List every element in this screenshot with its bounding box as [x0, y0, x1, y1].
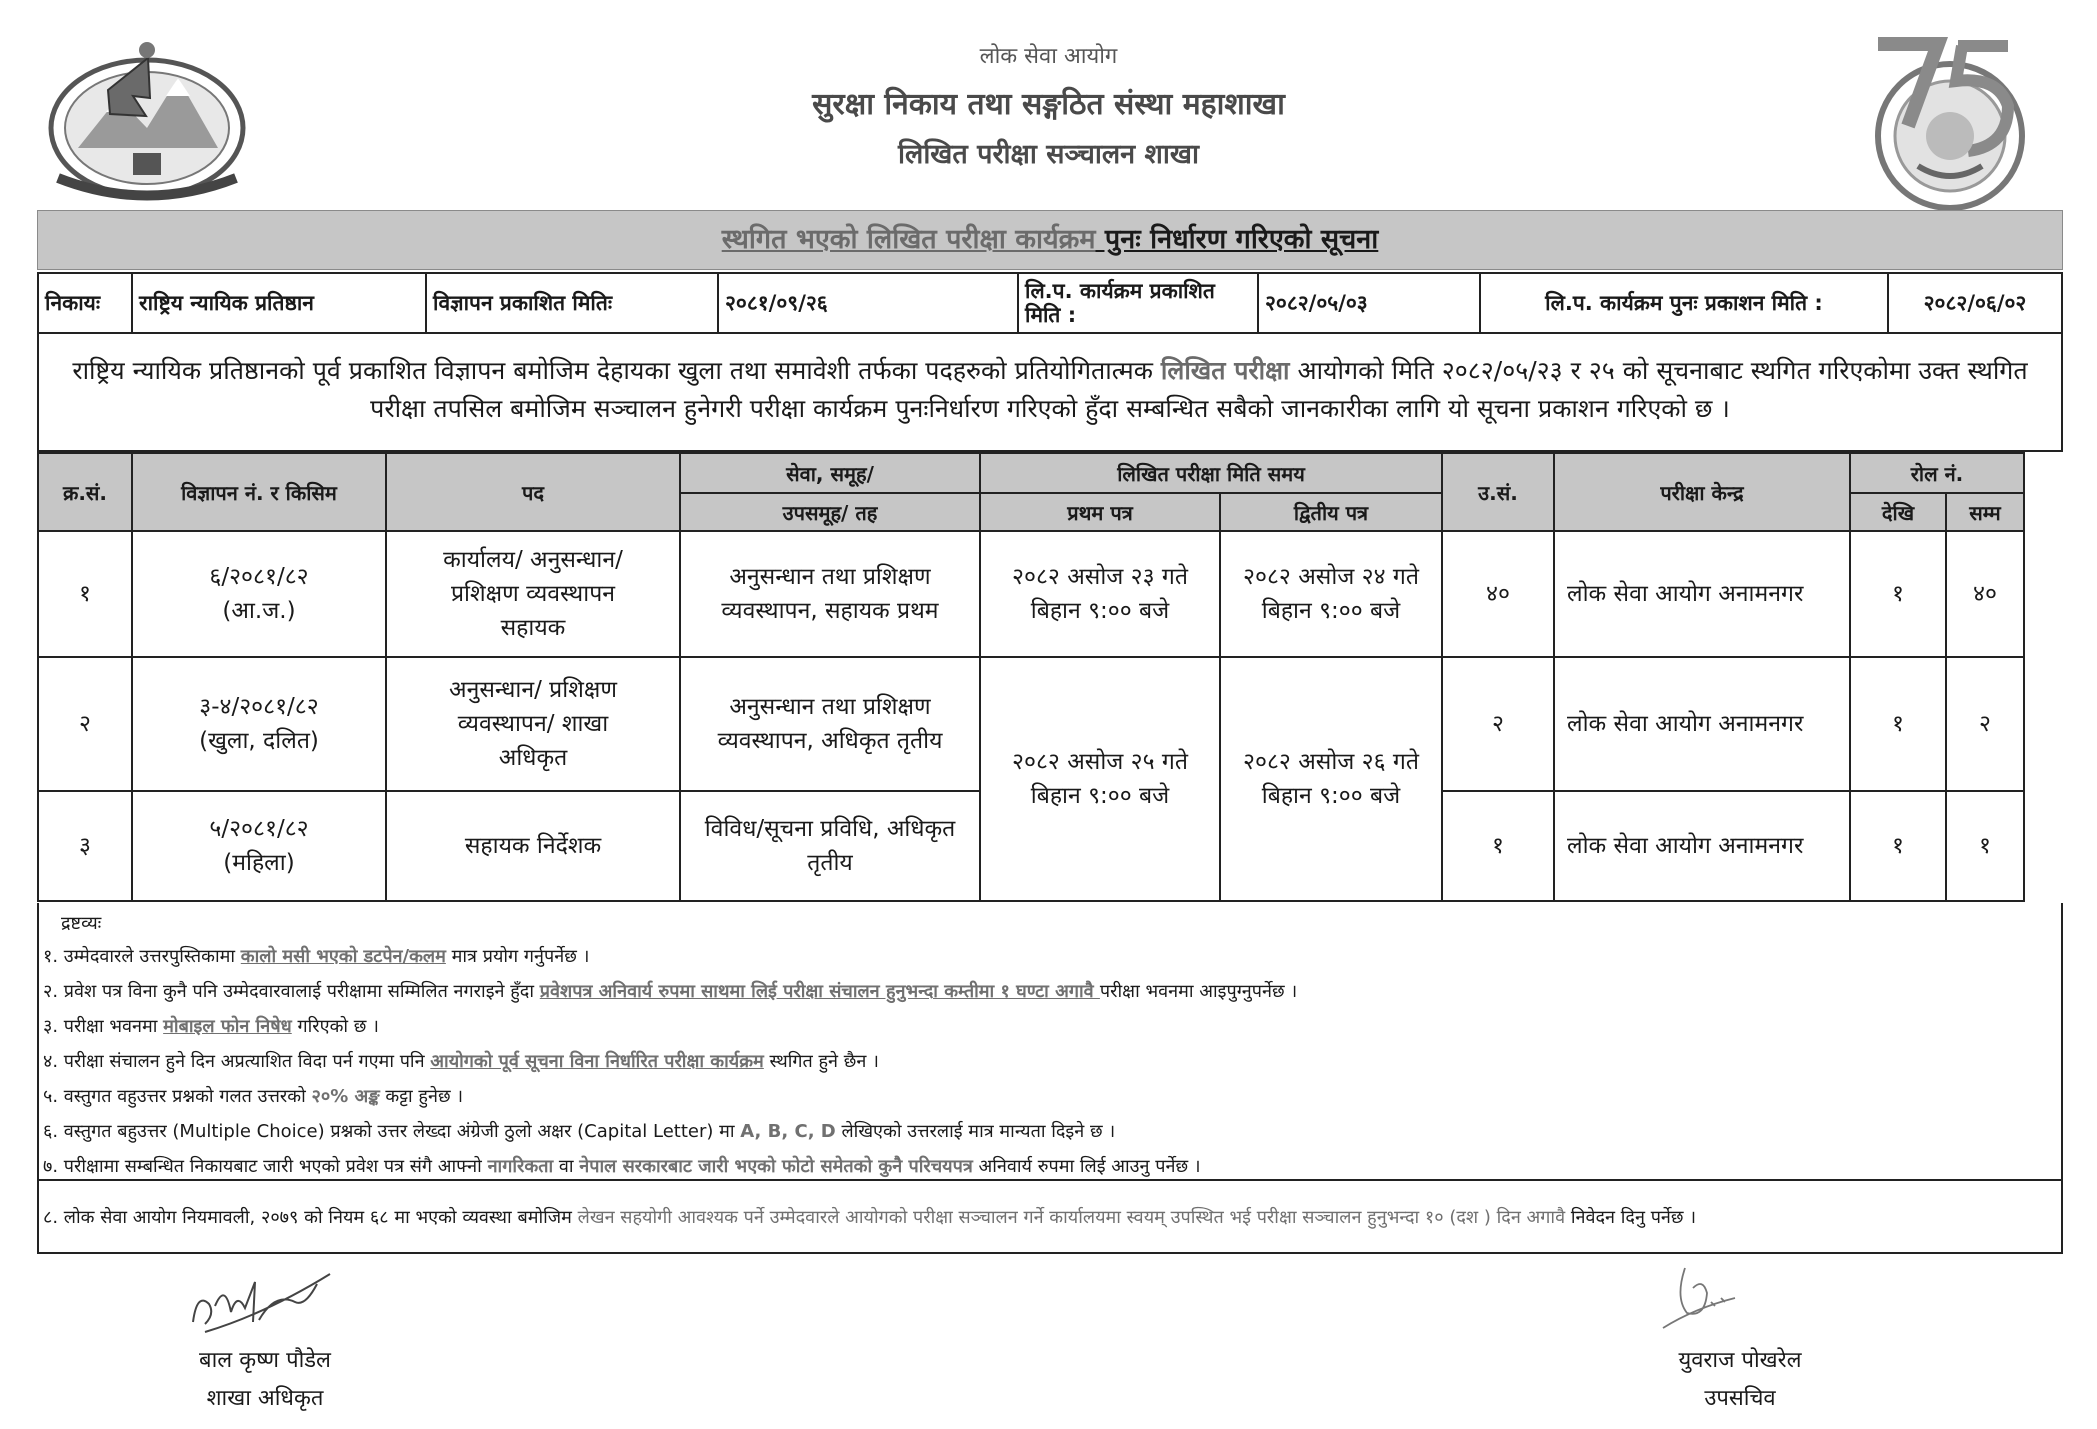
- note-emphasis: प्रवेशपत्र अनिवार्य रुपमा साथमा लिई परीक्षा संचालन हुनुभन्दा कम्तीमा १ घण्टा अगावै: [539, 981, 1100, 1002]
- header-sn: क्र.सं.: [38, 453, 132, 531]
- info-row: [37, 272, 2063, 334]
- cell-center: लोक सेवा आयोग अनामनगर: [1554, 657, 1850, 791]
- cell-paper1-time: बिहान ९:०० बजे: [1030, 598, 1170, 624]
- cell-center: लोक सेवा आयोग अनामनगर: [1554, 531, 1850, 657]
- note-emphasis: लेखन सहयोगी आवश्यक पर्ने उम्मेदवारले आयोगको परीक्षा सञ्चालन गर्ने कार्यालयमा स्वयम् उपस्थित भई परीक्षा सञ्चालन हुनुभन्दा १० (दश ) दिन अगावै: [577, 1207, 1566, 1228]
- right-signatory: [1600, 1342, 1880, 1418]
- paragraph-text-after: आयोगको मिति २०८२/०५/२३ र २५ को सूचनाबाट स्थगित गरिएकोमा उक्त स्थगित परीक्षा तपसिल बमोजिम सञ्चालन हुनेगरी परीक्षा कार्यक्रम पुनःनिर्धारण गरिएको हुँदा सम्बन्धित सबैको जानकारीका लागि यो सूचना प्रकाशन गरिएको छ ।: [370, 356, 2028, 423]
- left-signatory-title: शाखा अधिकृत: [206, 1386, 324, 1411]
- note-text: स्थगित हुने छैन ।: [763, 1051, 879, 1072]
- cell-roll-from: १: [1850, 791, 1946, 901]
- header-division: सुरक्षा निकाय तथा सङ्गठित संस्था महाशाखा: [812, 87, 1285, 122]
- cell-post: अनुसन्धान/ प्रशिक्षण व्यवस्थापन/ शाखा अधिकृत: [386, 657, 680, 791]
- cell-service: विविध/सूचना प्रविधि, अधिकृत तृतीय: [680, 791, 980, 901]
- cell-candidates: १: [1442, 791, 1554, 901]
- cell-paper1: [980, 657, 1220, 901]
- note-text: ५. वस्तुगत वहुउत्तर प्रश्नको गलत उत्तरको: [43, 1086, 312, 1107]
- cell-adv-no: ३-४/२०८१/८२: [199, 694, 319, 720]
- header-roll-from: देखि: [1850, 493, 1946, 531]
- notes-divider: [39, 1179, 2061, 1181]
- left-signature-icon: [185, 1262, 335, 1342]
- cell-adv-no: ५/२०८१/८२: [209, 816, 309, 842]
- cell-paper1-date: २०८२ असोज २३ गते: [1012, 564, 1188, 590]
- note-2: [43, 979, 1297, 1003]
- note-text: ४. परीक्षा संचालन हुने दिन अप्रत्याशित विदा पर्न गएमा पनि: [43, 1051, 431, 1072]
- note-5: [43, 1084, 463, 1108]
- reprog-date-label: लि.प. कार्यक्रम पुनः प्रकाशन मिति :: [1481, 274, 1889, 332]
- note-8: [43, 1205, 1696, 1229]
- note-text: ३. परीक्षा भवनमा: [43, 1016, 164, 1037]
- header-center: परीक्षा केन्द्र: [1554, 453, 1850, 531]
- header-post: पद: [386, 453, 680, 531]
- right-signatory-name: युवराज पोखरेल: [1678, 1348, 1802, 1373]
- note-emphasis: नेपाल सरकारबाट जारी भएको फोटो समेतको कुनै परिचयपत्र: [579, 1156, 973, 1177]
- cell-paper2-date: २०८२ असोज २४ गते: [1243, 564, 1419, 590]
- note-emphasis: २०% अङ्क: [311, 1086, 380, 1107]
- cell-candidates: ४०: [1442, 531, 1554, 657]
- cell-roll-to: १: [1946, 791, 2024, 901]
- note-4: [43, 1049, 879, 1073]
- header-roll: रोल नं.: [1850, 453, 2024, 493]
- table-row: [38, 531, 2024, 657]
- cell-adv: [132, 531, 386, 657]
- cell-roll-from: १: [1850, 657, 1946, 791]
- note-text: मात्र प्रयोग गर्नुपर्नेछ ।: [445, 946, 590, 967]
- cell-paper1: [980, 531, 1220, 657]
- adv-date-label: विज्ञापन प्रकाशित मितिः: [427, 274, 719, 332]
- note-text: कट्टा हुनेछ ।: [379, 1086, 464, 1107]
- cell-adv-type: (खुला, दलित): [199, 728, 319, 754]
- reprog-date-value: २०८२/०६/०२: [1923, 291, 2027, 315]
- exam-schedule-table: [37, 452, 2025, 902]
- note-text: लेखिएको उत्तरलाई मात्र मान्यता दिइने छ ।: [835, 1121, 1116, 1142]
- cell-sn: १: [38, 531, 132, 657]
- cell-paper2: [1220, 657, 1442, 901]
- cell-candidates: २: [1442, 657, 1554, 791]
- cell-paper1-time: बिहान ९:०० बजे: [1030, 783, 1170, 809]
- note-emphasis: नागरिकता: [487, 1156, 554, 1177]
- right-signatory-title: उपसचिव: [1704, 1386, 1776, 1411]
- cell-paper2-date: २०८२ असोज २६ गते: [1243, 749, 1419, 775]
- notes-heading: द्रष्टव्यः: [61, 913, 102, 934]
- note-emphasis: A, B, C, D: [740, 1121, 836, 1142]
- paragraph-text-before: राष्ट्रिय न्यायिक प्रतिष्ठानको पूर्व प्रकाशित विज्ञापन बमोजिम देहायका खुला तथा समावेशी तर्फका पदहरुको प्रतियोगितात्मक: [72, 356, 1161, 385]
- header-service-top: सेवा, समूह/: [680, 453, 980, 493]
- header-paper1: प्रथम पत्र: [980, 493, 1220, 531]
- table-row: [38, 657, 2024, 791]
- note-text: ७. परीक्षामा सम्बन्धित निकायबाट जारी भएको प्रवेश पत्र संगै आफ्नो: [43, 1156, 488, 1177]
- note-7: [43, 1154, 1201, 1178]
- cell-adv: [132, 791, 386, 901]
- note-emphasis: मोबाइल फोन निषेध: [163, 1016, 292, 1037]
- adv-date-value: २०८१/०९/२६: [719, 274, 1019, 332]
- prog-date-label: लि.प. कार्यक्रम प्रकाशित मिति :: [1019, 274, 1259, 332]
- note-1: [43, 944, 589, 968]
- note-text: २. प्रवेश पत्र विना कुनै पनि उम्मेदवारवालाई परीक्षामा सम्मिलित नगराइने हुँदा: [43, 981, 540, 1002]
- note-emphasis: आयोगको पूर्व सूचना विना निर्धारित परीक्षा कार्यक्रम: [430, 1051, 764, 1072]
- header-paper2: द्वितीय पत्र: [1220, 493, 1442, 531]
- left-signatory-name: बाल कृष्ण पौडेल: [199, 1348, 331, 1373]
- note-3: [43, 1014, 379, 1038]
- note-text: वा: [553, 1156, 580, 1177]
- note-text: अनिवार्य रुपमा लिई आउनु पर्नेछ ।: [972, 1156, 1201, 1177]
- cell-center: लोक सेवा आयोग अनामनगर: [1554, 791, 1850, 901]
- cell-adv-type: (आ.ज.): [222, 598, 296, 624]
- note-emphasis: कालो मसी भएको डटपेन/कलम: [240, 946, 446, 967]
- note-text: परीक्षा भवनमा आइपुग्नुपर्नेछ ।: [1099, 981, 1298, 1002]
- cell-sn: २: [38, 657, 132, 791]
- cell-paper2-time: बिहान ९:०० बजे: [1261, 598, 1401, 624]
- prog-date-value: २०८२/०५/०३: [1259, 274, 1481, 332]
- note-text: गरिएको छ ।: [291, 1016, 379, 1037]
- org-label: निकायः: [39, 274, 133, 332]
- notes-section: [37, 903, 2063, 1254]
- note-text: निवेदन दिनु पर्नेछ ।: [1565, 1207, 1697, 1228]
- cell-adv-type: (महिला): [223, 850, 295, 876]
- note-text: ६. वस्तुगत बहुउत्तर (Multiple Choice) प्रश्नको उत्तर लेख्दा अंग्रेजी ठुलो अक्षर (Capital Letter) मा: [43, 1121, 741, 1142]
- cell-paper2: [1220, 531, 1442, 657]
- notice-title-part1: स्थगित भएको लिखित परीक्षा कार्यक्रम: [721, 224, 1096, 255]
- note-6: [43, 1119, 1115, 1143]
- cell-post: कार्यालय/ अनुसन्धान/प्रशिक्षण व्यवस्थापन सहायक: [386, 531, 680, 657]
- notice-paragraph: [37, 334, 2063, 452]
- cell-service: अनुसन्धान तथा प्रशिक्षण व्यवस्थापन, सहायक प्रथम: [680, 531, 980, 657]
- paragraph-highlight: लिखित परीक्षा: [1160, 356, 1290, 385]
- cell-roll-to: ४०: [1946, 531, 2024, 657]
- header-candidates: उ.सं.: [1442, 453, 1554, 531]
- cell-post: सहायक निर्देशक: [386, 791, 680, 901]
- header-section: लिखित परीक्षा सञ्चालन शाखा: [898, 139, 1199, 170]
- cell-sn: ३: [38, 791, 132, 901]
- header-exam-time: लिखित परीक्षा मिति समय: [980, 453, 1442, 493]
- note-text: १. उम्मेदवारले उत्तरपुस्तिकामा: [43, 946, 241, 967]
- header-service-bottom: उपसमूह/ तह: [680, 493, 980, 531]
- org-value: राष्ट्रिय न्यायिक प्रतिष्ठान: [133, 274, 427, 332]
- cell-paper2-time: बिहान ९:०० बजे: [1261, 783, 1401, 809]
- cell-roll-to: २: [1946, 657, 2024, 791]
- cell-adv: [132, 657, 386, 791]
- left-signatory: [150, 1342, 380, 1418]
- right-signature-icon: [1645, 1258, 1745, 1334]
- header-org-name: लोक सेवा आयोग: [979, 44, 1118, 69]
- notice-title-part2: पुनः निर्धारण गरिएको सूचना: [1095, 224, 1379, 255]
- notice-title: [37, 210, 2063, 270]
- cell-paper1-date: २०८२ असोज २५ गते: [1012, 749, 1188, 775]
- cell-adv-no: ६/२०८१/८२: [209, 564, 309, 590]
- cell-service: अनुसन्धान तथा प्रशिक्षण व्यवस्थापन, अधिकृत तृतीय: [680, 657, 980, 791]
- note-text: ८. लोक सेवा आयोग नियमावली, २०७९ को नियम ६८ मा भएको व्यवस्था बमोजिम: [43, 1207, 578, 1228]
- cell-roll-from: १: [1850, 531, 1946, 657]
- header-adv: विज्ञापन नं. र किसिम: [132, 453, 386, 531]
- header-roll-to: सम्म: [1946, 493, 2024, 531]
